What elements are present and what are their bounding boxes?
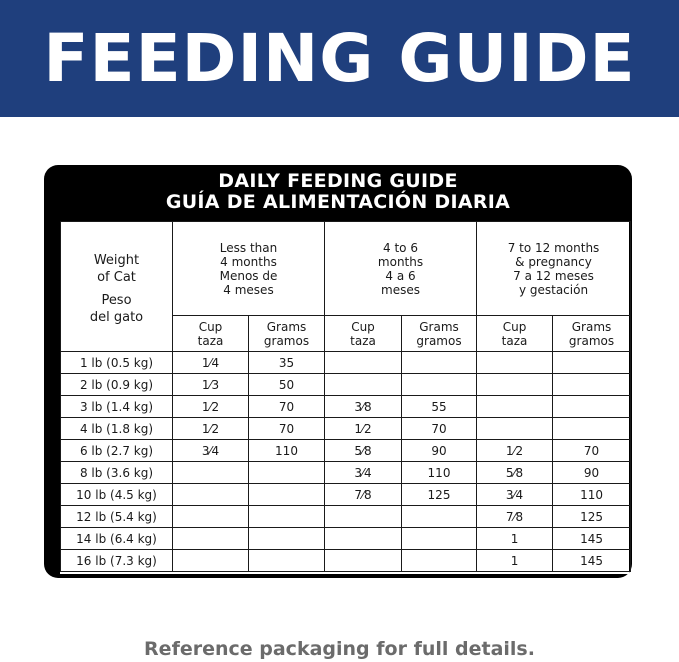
- grams-cell: 145: [553, 550, 631, 572]
- feeding-table-container: [60, 221, 629, 574]
- cup-cell: 3⁄8: [325, 396, 402, 418]
- cup-cell: 5⁄8: [477, 462, 553, 484]
- card-title-english: DAILY FEEDING GUIDE: [218, 170, 458, 192]
- cup-cell: 1⁄2: [173, 396, 249, 418]
- weight-header-line: Weight: [93, 252, 140, 268]
- cup-subheader: Cup taza: [173, 316, 249, 352]
- grams-cell: 145: [553, 528, 631, 550]
- grams-cell: 110: [249, 440, 325, 462]
- grams-cell: [402, 506, 477, 528]
- cup-cell: 1⁄2: [173, 418, 249, 440]
- cup-subheader: Cup taza: [477, 316, 553, 352]
- cup-cell: 7⁄8: [477, 506, 553, 528]
- feeding-guide-card: [44, 165, 632, 578]
- grams-cell: [249, 506, 325, 528]
- weight-cell: 10 lb (4.5 kg): [61, 484, 173, 506]
- cup-cell: [477, 396, 553, 418]
- page-title: FEEDING GUIDE: [43, 19, 636, 97]
- age-group-line: Menos de: [219, 268, 278, 283]
- cup-cell: [173, 462, 249, 484]
- age-group-header: [477, 222, 631, 316]
- cup-cell: [325, 528, 402, 550]
- age-group-header: [325, 222, 477, 316]
- grams-cell: [553, 396, 631, 418]
- grams-cell: [249, 484, 325, 506]
- grams-subheader: Grams gramos: [553, 316, 631, 352]
- grams-cell: [402, 550, 477, 572]
- table-row: [61, 528, 631, 550]
- weight-cell: 14 lb (6.4 kg): [61, 528, 173, 550]
- cup-subheader: Cup taza: [325, 316, 402, 352]
- grams-cell: 70: [402, 418, 477, 440]
- cup-cell: [325, 506, 402, 528]
- table-row: [61, 484, 631, 506]
- weight-cell: 3 lb (1.4 kg): [61, 396, 173, 418]
- age-group-line: 4 a 6: [385, 268, 416, 283]
- cup-cell: [477, 352, 553, 374]
- cup-cell: [173, 550, 249, 572]
- grams-cell: 55: [402, 396, 477, 418]
- feeding-table: [60, 221, 631, 572]
- cup-cell: 3⁄4: [325, 462, 402, 484]
- table-row: [61, 396, 631, 418]
- age-group-line: 4 to 6: [383, 240, 418, 255]
- table-row: [61, 506, 631, 528]
- grams-cell: [249, 550, 325, 572]
- weight-cell: 6 lb (2.7 kg): [61, 440, 173, 462]
- weight-header-line: Peso: [101, 292, 132, 308]
- grams-cell: [402, 528, 477, 550]
- age-group-line: months: [377, 254, 424, 269]
- table-row: [61, 374, 631, 396]
- grams-cell: [249, 462, 325, 484]
- grams-subheader: Grams gramos: [249, 316, 325, 352]
- weight-cell: 12 lb (5.4 kg): [61, 506, 173, 528]
- header-banner: [0, 0, 679, 117]
- cup-cell: [325, 550, 402, 572]
- cup-cell: [173, 484, 249, 506]
- weight-header-line: of Cat: [97, 269, 136, 285]
- table-row: [61, 462, 631, 484]
- weight-cell: 16 lb (7.3 kg): [61, 550, 173, 572]
- cup-cell: [173, 528, 249, 550]
- weight-column-header: [61, 222, 173, 352]
- grams-cell: 70: [553, 440, 631, 462]
- cup-cell: 1⁄2: [325, 418, 402, 440]
- age-group-line: Less than: [219, 240, 278, 255]
- grams-cell: 110: [402, 462, 477, 484]
- feeding-table-body: [61, 352, 631, 572]
- grams-cell: 70: [249, 418, 325, 440]
- age-group-line: 7 a 12 meses: [513, 268, 594, 283]
- age-group-line: 7 to 12 months: [507, 240, 600, 255]
- age-group-line: y gestación: [518, 282, 589, 297]
- cup-cell: 1⁄3: [173, 374, 249, 396]
- grams-cell: 125: [402, 484, 477, 506]
- cup-cell: 1⁄2: [477, 440, 553, 462]
- cup-cell: 5⁄8: [325, 440, 402, 462]
- cup-cell: 7⁄8: [325, 484, 402, 506]
- weight-header-line: del gato: [89, 309, 144, 325]
- table-row: [61, 550, 631, 572]
- grams-cell: 70: [249, 396, 325, 418]
- cup-cell: 3⁄4: [477, 484, 553, 506]
- cup-cell: [325, 352, 402, 374]
- cup-cell: 3⁄4: [173, 440, 249, 462]
- grams-cell: [402, 374, 477, 396]
- grams-cell: 50: [249, 374, 325, 396]
- grams-subheader: Grams gramos: [402, 316, 477, 352]
- table-row: [61, 418, 631, 440]
- card-title: [44, 171, 632, 213]
- cup-cell: [477, 418, 553, 440]
- weight-cell: 2 lb (0.9 kg): [61, 374, 173, 396]
- cup-cell: [325, 374, 402, 396]
- grams-cell: 35: [249, 352, 325, 374]
- age-group-line: meses: [381, 282, 420, 297]
- cup-cell: 1: [477, 550, 553, 572]
- weight-cell: 4 lb (1.8 kg): [61, 418, 173, 440]
- card-title-spanish: GUÍA DE ALIMENTACIÓN DIARIA: [165, 191, 511, 213]
- table-row: [61, 352, 631, 374]
- grams-cell: 90: [402, 440, 477, 462]
- grams-cell: [553, 352, 631, 374]
- cup-cell: 1: [477, 528, 553, 550]
- grams-cell: [249, 528, 325, 550]
- grams-cell: 90: [553, 462, 631, 484]
- grams-cell: 110: [553, 484, 631, 506]
- footer-note: Reference packaging for full details.: [144, 638, 535, 660]
- age-group-line: 4 months: [220, 254, 277, 269]
- grams-cell: [553, 418, 631, 440]
- table-row: [61, 440, 631, 462]
- weight-cell: 8 lb (3.6 kg): [61, 462, 173, 484]
- age-group-line: & pregnancy: [515, 254, 592, 269]
- age-group-line: 4 meses: [223, 282, 274, 297]
- cup-cell: [477, 374, 553, 396]
- cup-cell: 1⁄4: [173, 352, 249, 374]
- grams-cell: 125: [553, 506, 631, 528]
- age-group-header: [173, 222, 325, 316]
- grams-cell: [553, 374, 631, 396]
- grams-cell: [402, 352, 477, 374]
- weight-cell: 1 lb (0.5 kg): [61, 352, 173, 374]
- cup-cell: [173, 506, 249, 528]
